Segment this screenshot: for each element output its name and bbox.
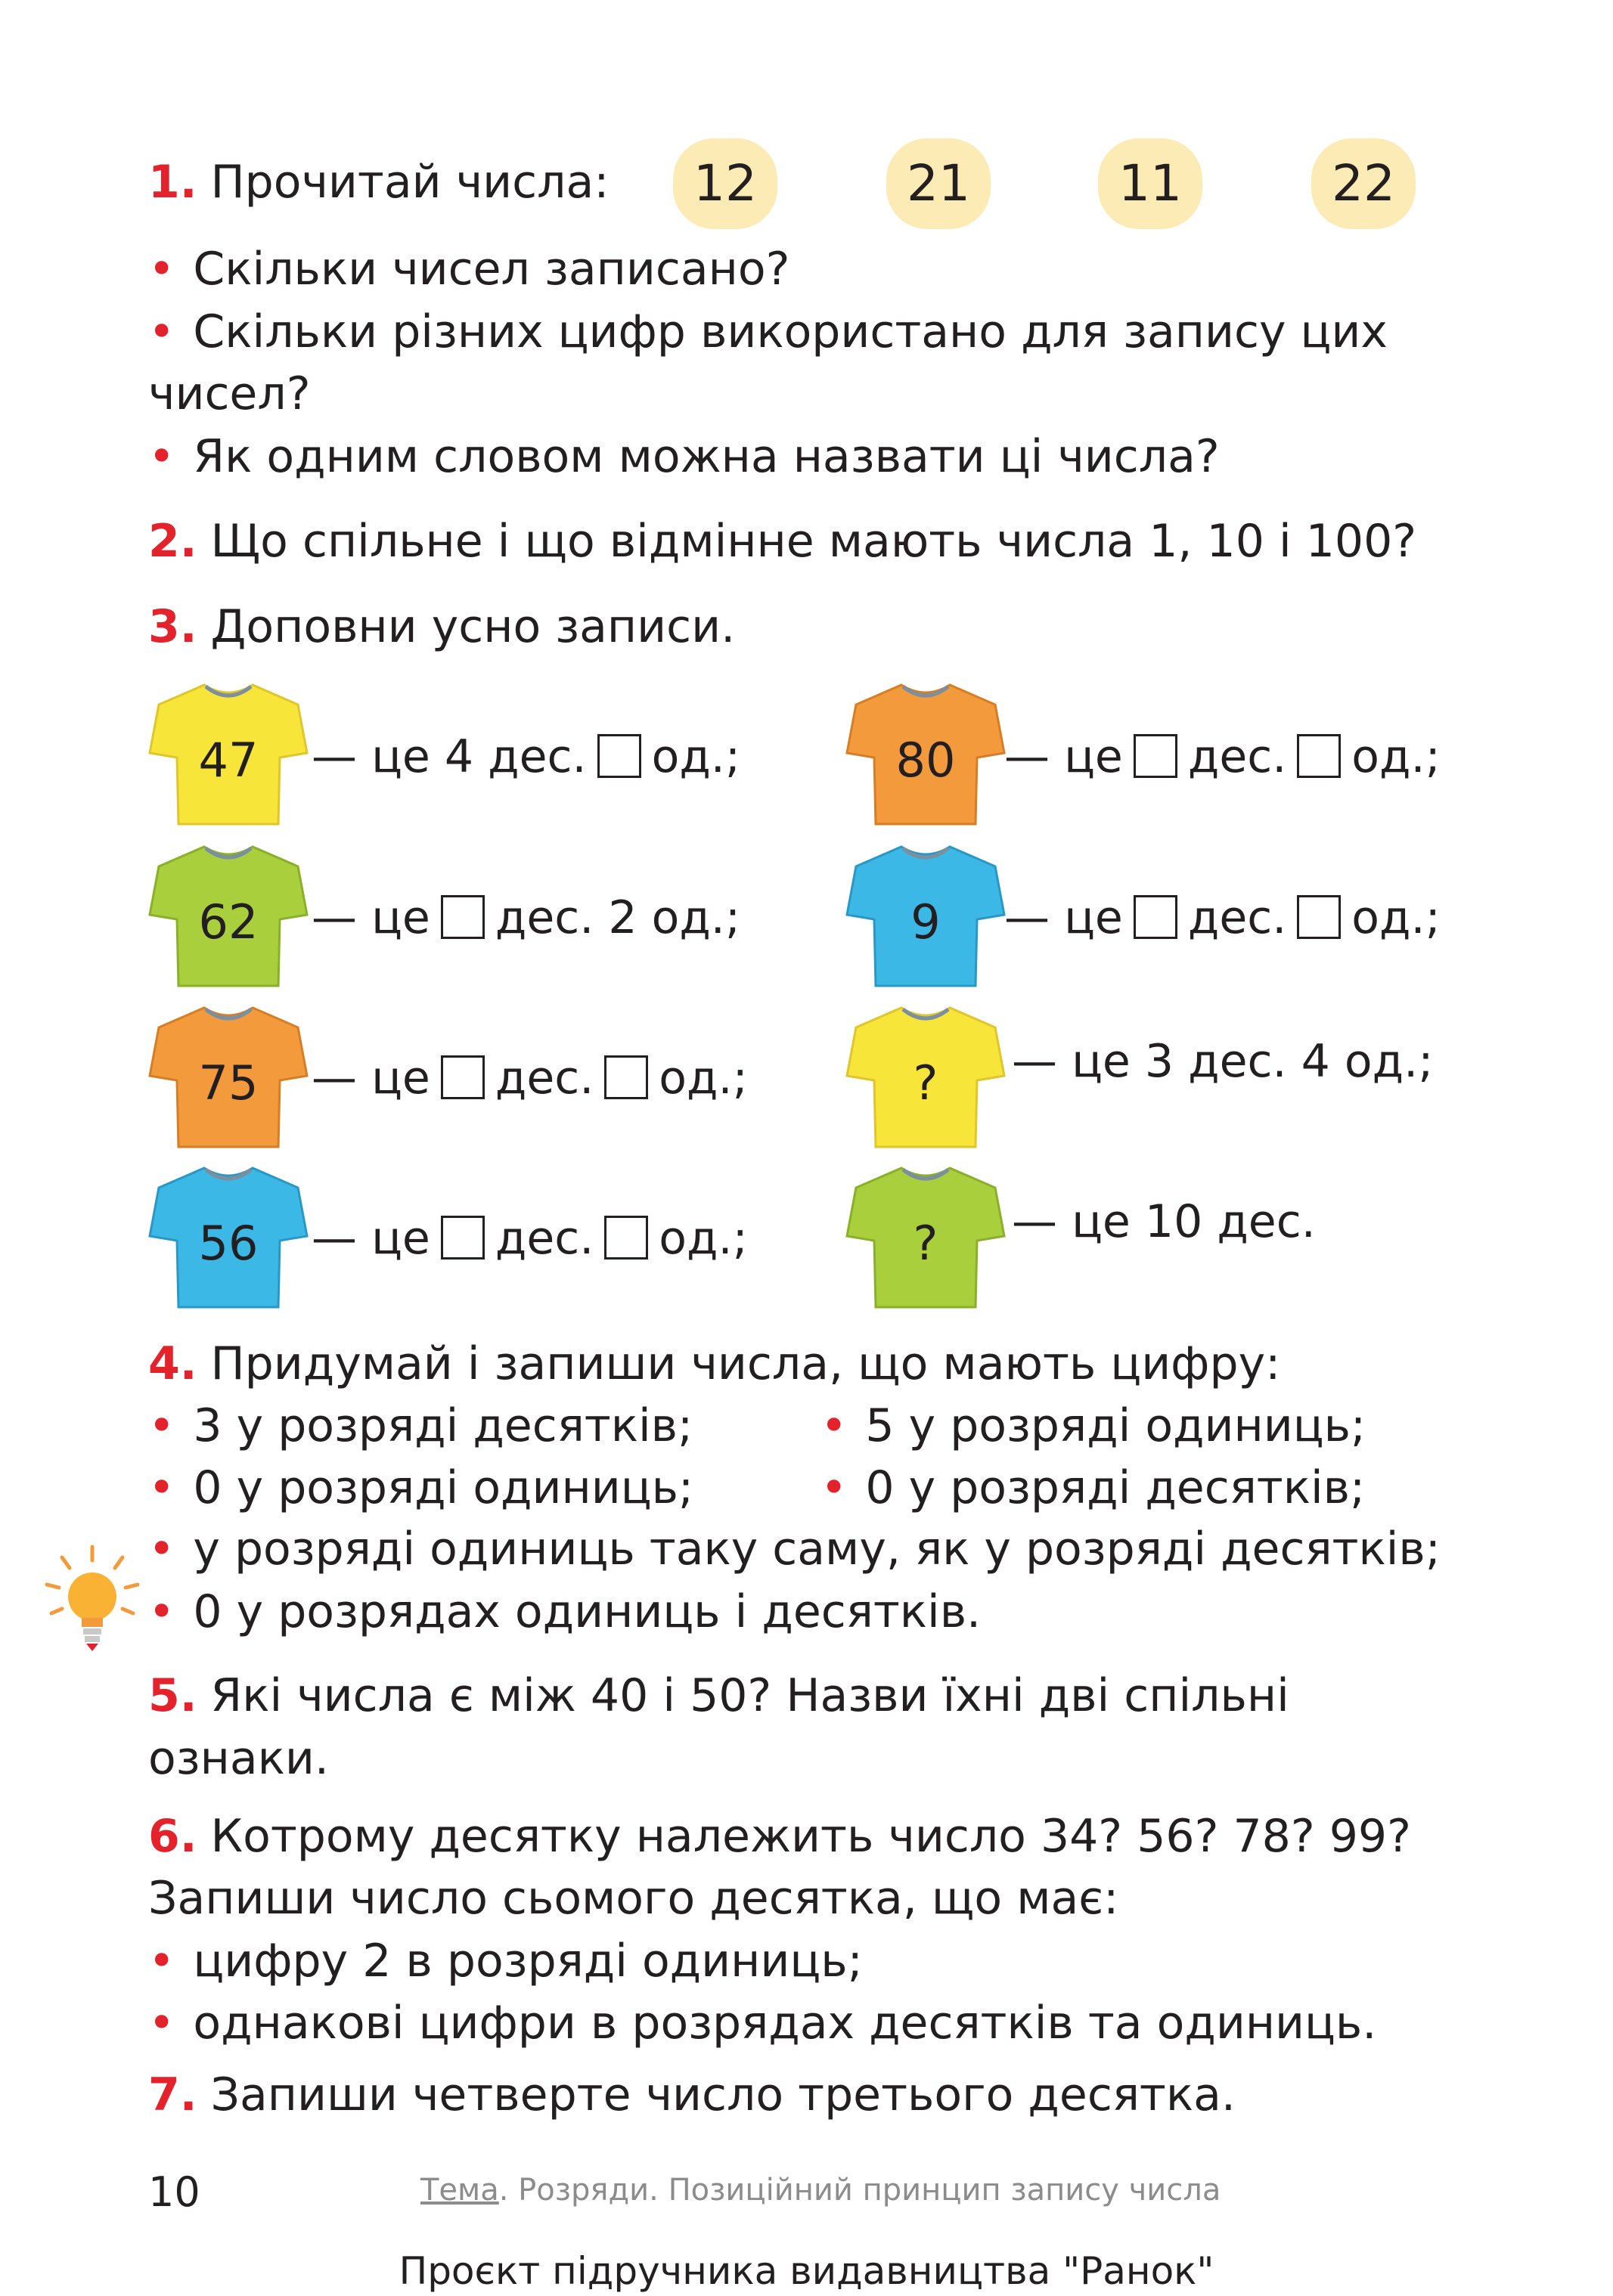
number-pill: 22 [1311,138,1416,229]
number-pill: 11 [1098,138,1202,229]
number-pill: 12 [673,138,777,229]
task-1-heading [148,155,609,209]
fill-in-row: — це дес. од.; [1004,891,1441,944]
answer-box[interactable] [441,1216,485,1260]
answer-box[interactable] [441,1055,485,1099]
bullet-item: • Як одним словом можна назвати ці числа? [148,430,1220,483]
task-5: 5. Які числа є між 40 і 50? Назви їхні дві спільні [148,1669,1289,1722]
answer-box[interactable] [1297,734,1341,778]
fill-in-row: — це дес. 2 од.; [312,891,741,944]
fill-in-row: — це 4 дес. од.; [312,730,741,783]
answer-box[interactable] [597,734,641,778]
task-6-subtext: Запиши число сьомого десятка, що має: [148,1872,1119,1925]
bullet-item: • 0 у розрядах одиниць і десятків. [148,1585,982,1638]
bullet-item: • 0 у розряді десятків; [820,1461,1366,1514]
bullet-item: • 0 у розряді одиниць; [148,1461,694,1514]
task-5-continuation: ознаки. [148,1732,329,1785]
tshirt-56: 56 [145,1162,312,1313]
bullet-item: • цифру 2 в розряді одиниць; [148,1935,863,1988]
topic-line: Тема. Розряди. Позиційний принцип запису числа [420,2173,1221,2208]
task-number: 1. [148,156,197,209]
number-pill: 21 [886,138,991,229]
tshirt-47: 47 [145,679,312,830]
bullet-item: • у розряді одиниць таку саму, як у розряді десятків; [148,1523,1441,1576]
bullet-item: • Скільки різних цифр використано для запису цих [148,305,1388,358]
answer-box[interactable] [1297,895,1341,939]
answer-box[interactable] [441,895,485,939]
bullet-item: • однакові цифри в розрядах десятків та одиниць. [148,1997,1377,2050]
answer-box[interactable] [604,1055,648,1099]
task-7: 7. Запиши четверте число третього десятка. [148,2068,1236,2121]
fill-in-row: — це дес. од.; [312,1212,748,1265]
task-6: 6. Котрому десятку належить число 34? 56? 78? 99? [148,1810,1411,1863]
fill-in-row: — це дес. од.; [312,1052,748,1105]
task-2: 2. Що спільне і що відмінне мають числа 1, 10 і 100? [148,515,1417,568]
bullet-item: • 3 у розряді десятків; [148,1399,693,1452]
answer-box[interactable] [604,1216,648,1260]
lightbulb-icon [39,1542,145,1656]
answer-box[interactable] [1134,734,1177,778]
tshirt-80: 80 [842,679,1009,830]
answer-box[interactable] [1134,895,1177,939]
tshirt-9: 9 [842,841,1009,992]
fill-in-row: — це дес. од.; [1004,730,1441,783]
tshirt-unknown: ? [842,1002,1009,1153]
page-number: 10 [148,2168,200,2216]
bullet-item: • 5 у розряді одиниць; [820,1399,1366,1452]
tshirt-62: 62 [145,841,312,992]
bullet-item: • Скільки чисел записано? [148,243,790,296]
task-text: Прочитай числа: [210,156,610,209]
fill-in-row: — це 10 дес. [1012,1195,1316,1248]
tshirt-75: 75 [145,1002,312,1153]
tshirt-unknown: ? [842,1162,1009,1313]
task-3-heading: 3. Доповни усно записи. [148,600,736,653]
bullet-item-continuation: чисел? [148,367,311,420]
fill-in-row: — це 3 дес. 4 од.; [1012,1035,1434,1088]
project-note: Проєкт підручника видавництва "Ранок" [399,2249,1214,2293]
task-4-heading: 4. Придумай і запиши числа, що мають цифру: [148,1337,1281,1390]
